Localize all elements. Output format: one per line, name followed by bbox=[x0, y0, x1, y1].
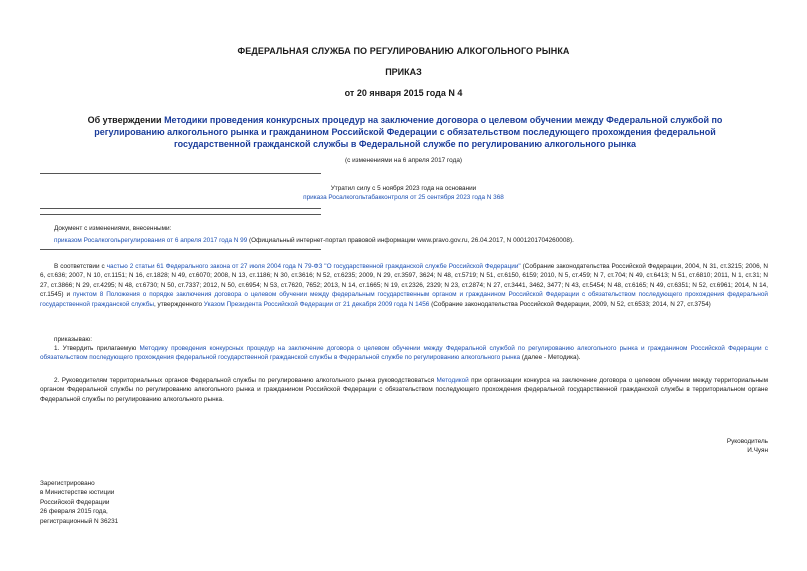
document-type: ПРИКАЗ bbox=[385, 67, 422, 77]
registration-line-3: Российской Федерации bbox=[40, 498, 110, 506]
registration-line-2: в Министерстве юстиции bbox=[40, 489, 115, 497]
preamble-text-1: В соответствии с bbox=[54, 263, 107, 270]
order-item-1 bbox=[40, 344, 768, 363]
preamble-paragraph bbox=[40, 262, 768, 309]
registration-block bbox=[40, 479, 118, 526]
presidential-decree-link[interactable]: Указом Президента Российской Федерации от 21 декабря 2009 года N 1456 bbox=[203, 300, 430, 308]
title-prefix: Об утверждении bbox=[87, 115, 165, 125]
changes-block bbox=[54, 224, 774, 246]
order-word: приказываю: bbox=[54, 336, 92, 343]
order-item-2 bbox=[40, 376, 768, 404]
changes-line bbox=[54, 236, 774, 245]
changes-label: Документ с изменениями, внесенными: bbox=[54, 225, 172, 232]
divider-2 bbox=[40, 208, 321, 209]
document-title bbox=[60, 114, 750, 150]
lost-force-text: Утратил силу с 5 ноября 2023 года на основании bbox=[330, 185, 477, 192]
document-date-number: от 20 января 2015 года N 4 bbox=[344, 88, 463, 98]
regulation-point-8-link[interactable]: пунктом 8 Положения о порядке заключения договора о целевом обучении между федеральным государственным органом и гражданином Российской Федерации с обязательством последующего прохождения федеральной государственной гражданской службы bbox=[40, 291, 768, 308]
divider-3 bbox=[40, 214, 321, 215]
item2-text-2: при организации конкурса на заключение договора о целевом обучении между территориальным органом Федеральной службы по регулированию алкогольного рынка и гражданином Российской Федерации с обязательством последующего прохождения федеральной государственной гражданской службы в территориальном органе Федеральной службы по регулированию алкогольного рынка. bbox=[40, 377, 768, 403]
changes-order-link[interactable]: приказом Росалкогольрегулирования от 6 апреля 2017 года N 99 bbox=[54, 237, 248, 245]
changes-tail: (Официальный интернет-портал правовой информации www.pravo.gov.ru, 26.04.2017, N 0001201704260008). bbox=[247, 237, 574, 245]
signature-name: И.Чуян bbox=[747, 447, 768, 455]
signature-block bbox=[600, 437, 768, 456]
registration-line-5: регистрационный N 36231 bbox=[40, 517, 119, 525]
item2-methodology-link[interactable]: Методикой bbox=[436, 377, 469, 384]
registration-line-4: 26 февраля 2015 года, bbox=[40, 508, 108, 516]
preamble-text-4: (Собрание законодательства Российской Федерации, 2009, N 52, ст.6533; 2014, N 27, ст.3754) bbox=[429, 300, 711, 308]
amendments-note: (с изменениями на 6 апреля 2017 года) bbox=[345, 157, 462, 164]
item1-text-2: (далее - Методика). bbox=[520, 354, 581, 362]
divider-4 bbox=[40, 249, 321, 250]
divider-1 bbox=[40, 173, 321, 174]
item1-methodology-link[interactable]: Методику проведения конкурсных процедур на заключение договора о целевом обучении между Федеральной службой по регулированию алкогольного рынка и гражданином Российской Федерации с обязательством последующего прохождения федеральной государственной гражданской службы в Федеральной службе по регулированию алкогольного рынка bbox=[40, 345, 768, 362]
lost-force-link[interactable]: приказа Росалкогольтабакконтроля от 25 сентября 2023 года N 368 bbox=[303, 194, 504, 202]
title-methodology-link[interactable]: Методики проведения конкурсных процедур на заключение договора о целевом обучении между Федеральной службой по регулированию алкогольного рынка и гражданином Российской Федерации с обязательством последующего прохождения федеральной государственной гражданской службы в Федеральной службе по регулированию алкогольного рынка bbox=[94, 115, 723, 149]
signature-position: Руководитель bbox=[726, 438, 768, 445]
preamble-text-3: , утвержденного bbox=[154, 300, 204, 308]
item1-text-1: 1. Утвердить прилагаемую bbox=[54, 345, 140, 352]
registration-line-1: Зарегистрировано bbox=[40, 480, 95, 487]
preamble-text-2: (Собрание законодательства Российской Федерации, 2004, N 31, ст.3215; 2006, N 6, ст.636; 2007, N 10, ст.1151; N 16, ст.1828; N 49, ст.6070; 2008, N 13, ст.1186; N 30, ст.3616; N 52, ст.6235; 2009, N 29, ст.3597, 3624; N 48, ст.5719; N 51, ст.6150, 6159; 2010, N 5, ст.459; N 7, ст.704; N 49, ст.6413; N 51, ст.6810; 2011, N 1, ст.31; N 27, ст.3866; N 29, ст.4295; N 48, ст.6730; N 50, ст.7337; 2012, N 50, ст.6954; N 53, ст.7620, 7652; 2013, N 14, ст.1665; N 19, ст.2326, 2329; N 23, ст.2874; N 27, ст.3441, 3462, 3477; N 43, ст.5454; N 48, ст.6165; N 49, ст.6351; N 52, ст.6961; 2014, N 14, ст.1545) и bbox=[40, 263, 768, 299]
law-79fz-link[interactable]: частью 2 статьи 61 Федерального закона от 27 июля 2004 года N 79-ФЗ "О государственной гражданской службе Российской Федерации" bbox=[106, 263, 521, 270]
agency-name: ФЕДЕРАЛЬНАЯ СЛУЖБА ПО РЕГУЛИРОВАНИЮ АЛКОГОЛЬНОГО РЫНКА bbox=[237, 46, 570, 56]
lost-force-block bbox=[0, 184, 807, 203]
item2-text-1: 2. Руководителям территориальных органов Федеральной службы по регулированию алкогольного рынка руководствоваться bbox=[54, 377, 437, 384]
